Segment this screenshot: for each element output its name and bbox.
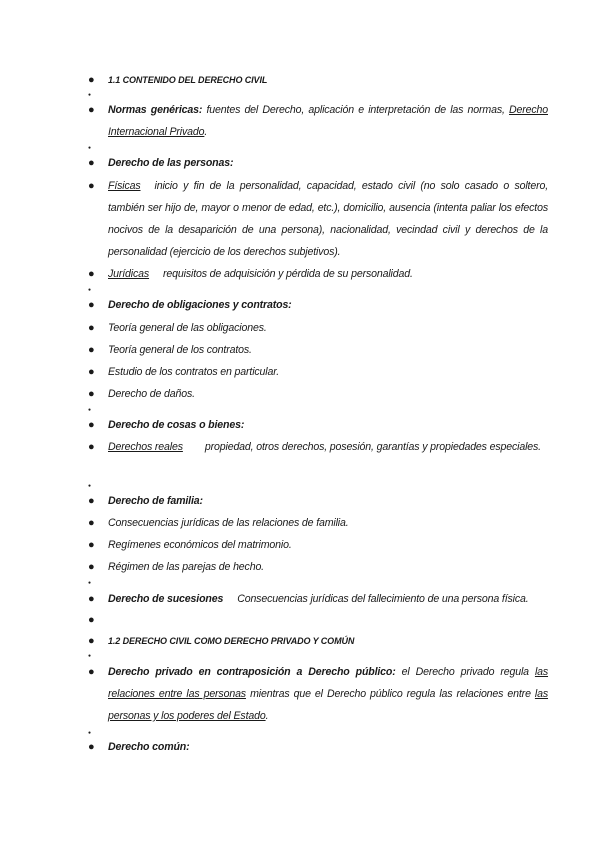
normas-term: Normas genéricas:	[108, 104, 203, 116]
section-heading-1-2: 1.2 DERECHO CIVIL COMO DERECHO PRIVADO Y COMÚN	[108, 636, 355, 646]
obligaciones-item: Teoría general de los contratos.	[108, 344, 252, 356]
bullet: ●	[88, 593, 95, 605]
list-item	[88, 317, 548, 339]
bullet: ●	[88, 157, 95, 169]
list-item	[88, 175, 548, 263]
bullet: ●	[88, 517, 95, 529]
section-heading-1-1: 1.1 CONTENIDO DEL DERECHO CIVIL	[108, 75, 268, 85]
sucesiones-text: Derecho de sucesiones Consecuencias jurídicas del fallecimiento de una persona física.	[108, 593, 529, 605]
juridicas-term: Jurídicas	[108, 268, 150, 280]
list-item	[88, 263, 548, 285]
privado-term: Derecho privado en contraposición a Derecho público:	[108, 666, 396, 678]
bullet: ●	[88, 561, 95, 573]
bullet: ●	[88, 104, 95, 116]
list-item	[88, 339, 548, 361]
dip-link: Derecho Internacional Privado	[108, 104, 548, 138]
bullet: ●	[88, 92, 92, 98]
list-item	[88, 294, 548, 316]
bullet: ●	[88, 441, 95, 453]
bullet: ●	[88, 145, 92, 151]
normas-text: Normas genéricas: fuentes del Derecho, aplicación e interpretación de las normas, Derecho Internacional Privado.	[108, 104, 548, 138]
list-item	[88, 630, 548, 652]
bullet: ●	[88, 74, 95, 86]
obligaciones-item: Teoría general de las obligaciones.	[108, 322, 267, 334]
bullet: ●	[88, 180, 95, 192]
list-item	[88, 152, 548, 174]
list-item	[88, 661, 548, 727]
bullet: ●	[88, 741, 95, 753]
sucesiones-term: Derecho de sucesiones	[108, 593, 224, 605]
obligaciones-item: Estudio de los contratos en particular.	[108, 366, 280, 378]
bullet: ●	[88, 730, 92, 736]
list-item	[88, 588, 548, 610]
bullet: ●	[88, 539, 95, 551]
list-item	[88, 556, 548, 578]
familia-heading: Derecho de familia:	[108, 495, 203, 507]
bullet: ●	[88, 580, 92, 586]
list-item	[88, 736, 548, 758]
personas-heading: Derecho de las personas:	[108, 157, 234, 169]
list-item	[88, 512, 548, 534]
list-item	[88, 383, 548, 405]
bullet: ●	[88, 407, 92, 413]
list-item	[88, 69, 548, 91]
bullet: ●	[88, 344, 95, 356]
juridicas-text: Jurídicas requisitos de adquisición y pérdida de su personalidad.	[108, 268, 413, 280]
familia-item: Consecuencias jurídicas de las relaciones de familia.	[108, 517, 349, 529]
comun-heading: Derecho común:	[108, 741, 190, 753]
bullet: ●	[88, 653, 92, 659]
bullet: ●	[88, 268, 95, 280]
bullet: ●	[88, 635, 95, 647]
obligaciones-heading: Derecho de obligaciones y contratos:	[108, 299, 292, 311]
privado-text: Derecho privado en contraposición a Derecho público: el Derecho privado regula las relaciones entre las personas mientras que el Derecho público regula las relaciones entre las personas y los poderes del Estado.	[108, 666, 549, 722]
bullet: ●	[88, 666, 95, 678]
list-item	[88, 534, 548, 556]
cosas-heading: Derecho de cosas o bienes:	[108, 419, 245, 431]
familia-item: Régimen de las parejas de hecho.	[108, 561, 264, 573]
derechos-reales-text: Derechos reales propiedad, otros derechos, posesión, garantías y propiedades especiales.	[108, 441, 541, 453]
bullet: ●	[88, 366, 95, 378]
fisicas-term: Físicas	[108, 180, 141, 192]
bullet: ●	[88, 495, 95, 507]
list-item	[88, 361, 548, 383]
list-item	[88, 99, 548, 143]
underlined-phrase: las personas y los poderes del Estado	[108, 688, 549, 722]
list-item	[88, 490, 548, 512]
derechos-reales-term: Derechos reales	[108, 441, 183, 453]
obligaciones-item: Derecho de daños.	[108, 388, 195, 400]
familia-item: Regímenes económicos del matrimonio.	[108, 539, 292, 551]
bullet: ●	[88, 287, 92, 293]
bullet: ●	[88, 614, 95, 626]
bullet: ●	[88, 388, 95, 400]
bullet: ●	[88, 299, 95, 311]
bullet: ●	[88, 322, 95, 334]
underlined-phrase: las relaciones entre las personas	[108, 666, 549, 700]
list-item	[88, 436, 548, 458]
bullet: ●	[88, 419, 95, 431]
list-item	[88, 414, 548, 436]
list-item	[88, 609, 548, 631]
fisicas-text: Físicas inicio y fin de la personalidad, capacidad, estado civil (no solo casado o soltero, también ser hijo de, mayor o menor de edad, etc.), domicilio, ausencia (intenta paliar los efectos nocivos de la desaparición de una persona), nacionalidad, vecindad civil y derechos de la personalidad (ejercicio de los derechos subjetivos).	[108, 180, 548, 258]
bullet: ●	[88, 483, 92, 489]
